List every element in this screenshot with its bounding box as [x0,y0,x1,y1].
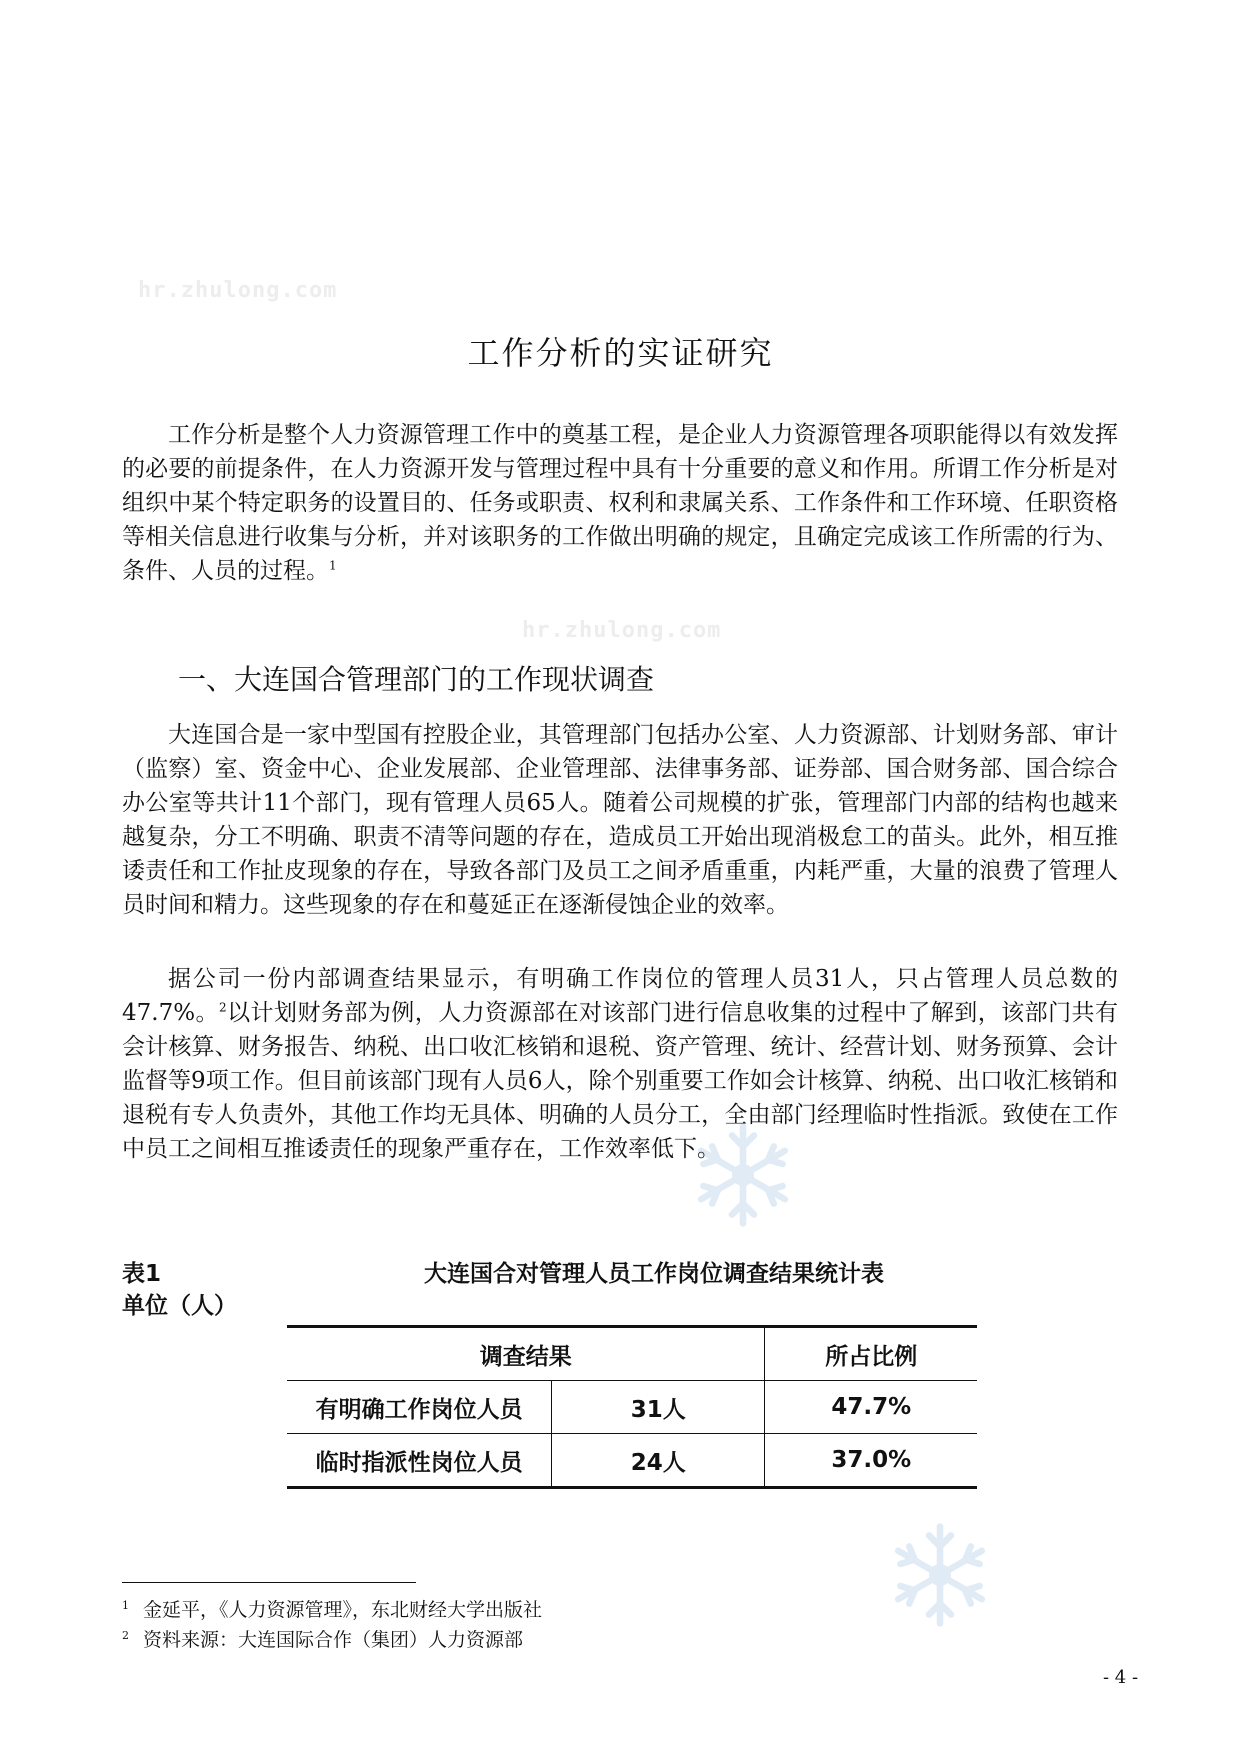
footnote-text: 资料来源：大连国际合作（集团）人力资源部 [143,1629,524,1651]
table-number: 表1 [122,1261,162,1287]
table-cell: 47.7% [765,1381,977,1434]
footnote-text: 金延平，《人力资源管理》，东北财经大学出版社 [143,1599,543,1621]
watermark-text: hr.zhulong.com [522,618,722,643]
snowflake-watermark-icon [885,1520,995,1630]
table-header-cell: 所占比例 [765,1327,977,1381]
footnote-divider [122,1582,416,1583]
table-header-cell: 调查结果 [287,1327,765,1381]
footnote [122,1595,542,1622]
table-title: 大连国合对管理人员工作岗位调查结果统计表 [424,1261,884,1287]
table-header-row [287,1327,977,1381]
intro-paragraph-text: 工作分析是整个人力资源管理工作中的奠基工程，是企业人力资源管理各项职能得以有效发挥的必要的前提条件，在人力资源开发与管理过程中具有十分重要的意义和作用。所谓工作分析是对组织中某个特定职务的设置目的、任务或职责、权利和隶属关系、工作条件和工作环境、任职资格等相关信息进行收集与分析，并对该职务的工作做出明确的规定，且确定完成该工作所需的行为、条件、人员的过程。 [122,422,1118,584]
body-paragraph [122,962,1118,1166]
footnote-mark: 2 [122,1628,129,1642]
page-number: - 4 - [1103,1667,1139,1688]
table-row [287,1434,977,1488]
table-cell: 31人 [552,1381,765,1434]
body-paragraph: 大连国合是一家中型国有控股企业，其管理部门包括办公室、人力资源部、计划财务部、审计（监察）室、资金中心、企业发展部、企业管理部、法律事务部、证券部、国合财务部、国合综合办公室等共计11个部门，现有管理人员65人。随着公司规模的扩张，管理部门内部的结构也越来越复杂，分工不明确、职责不清等问题的存在，造成员工开始出现消极怠工的苗头。此外，相互推诿责任和工作扯皮现象的存在，导致各部门及员工之间矛盾重重，内耗严重，大量的浪费了管理人员时间和精力。这些现象的存在和蔓延正在逐渐侵蚀企业的效率。 [122,722,1118,918]
table-row [287,1381,977,1434]
intro-paragraph [122,418,1118,588]
table-unit: 单位（人） [122,1293,237,1319]
footnote-ref: 1 [329,558,337,573]
body-paragraph-text: 据公司一份内部调查结果显示，有明确工作岗位的管理人员31人，只占管理人员总数的47.7%。 [122,966,1118,1026]
section-heading: 一、大连国合管理部门的工作现状调查 [178,663,655,696]
footnote-ref: 2 [218,1000,227,1015]
footnote [122,1625,523,1652]
table-cell: 24人 [552,1434,765,1488]
table-cell: 有明确工作岗位人员 [287,1381,552,1434]
table-cell: 37.0% [765,1434,977,1488]
body-paragraph-text: 以计划财务部为例，人力资源部在对该部门进行信息收集的过程中了解到，该部门共有会计核算、财务报告、纳税、出口收汇核销和退税、资产管理、统计、经营计划、财务预算、会计监督等9项工作。但目前该部门现有人员6人，除个别重要工作如会计核算、纳税、出口收汇核销和退税有专人负责外，其他工作均无具体、明确的人员分工，全由部门经理临时性指派。致使在工作中员工之间相互推诿责任的现象严重存在，工作效率低下。 [122,1000,1118,1162]
watermark-text: hr.zhulong.com [138,278,338,303]
results-table [287,1325,977,1489]
footnote-mark: 1 [122,1598,129,1612]
table-cell: 临时指派性岗位人员 [287,1434,552,1488]
document-title: 工作分析的实证研究 [467,334,774,372]
